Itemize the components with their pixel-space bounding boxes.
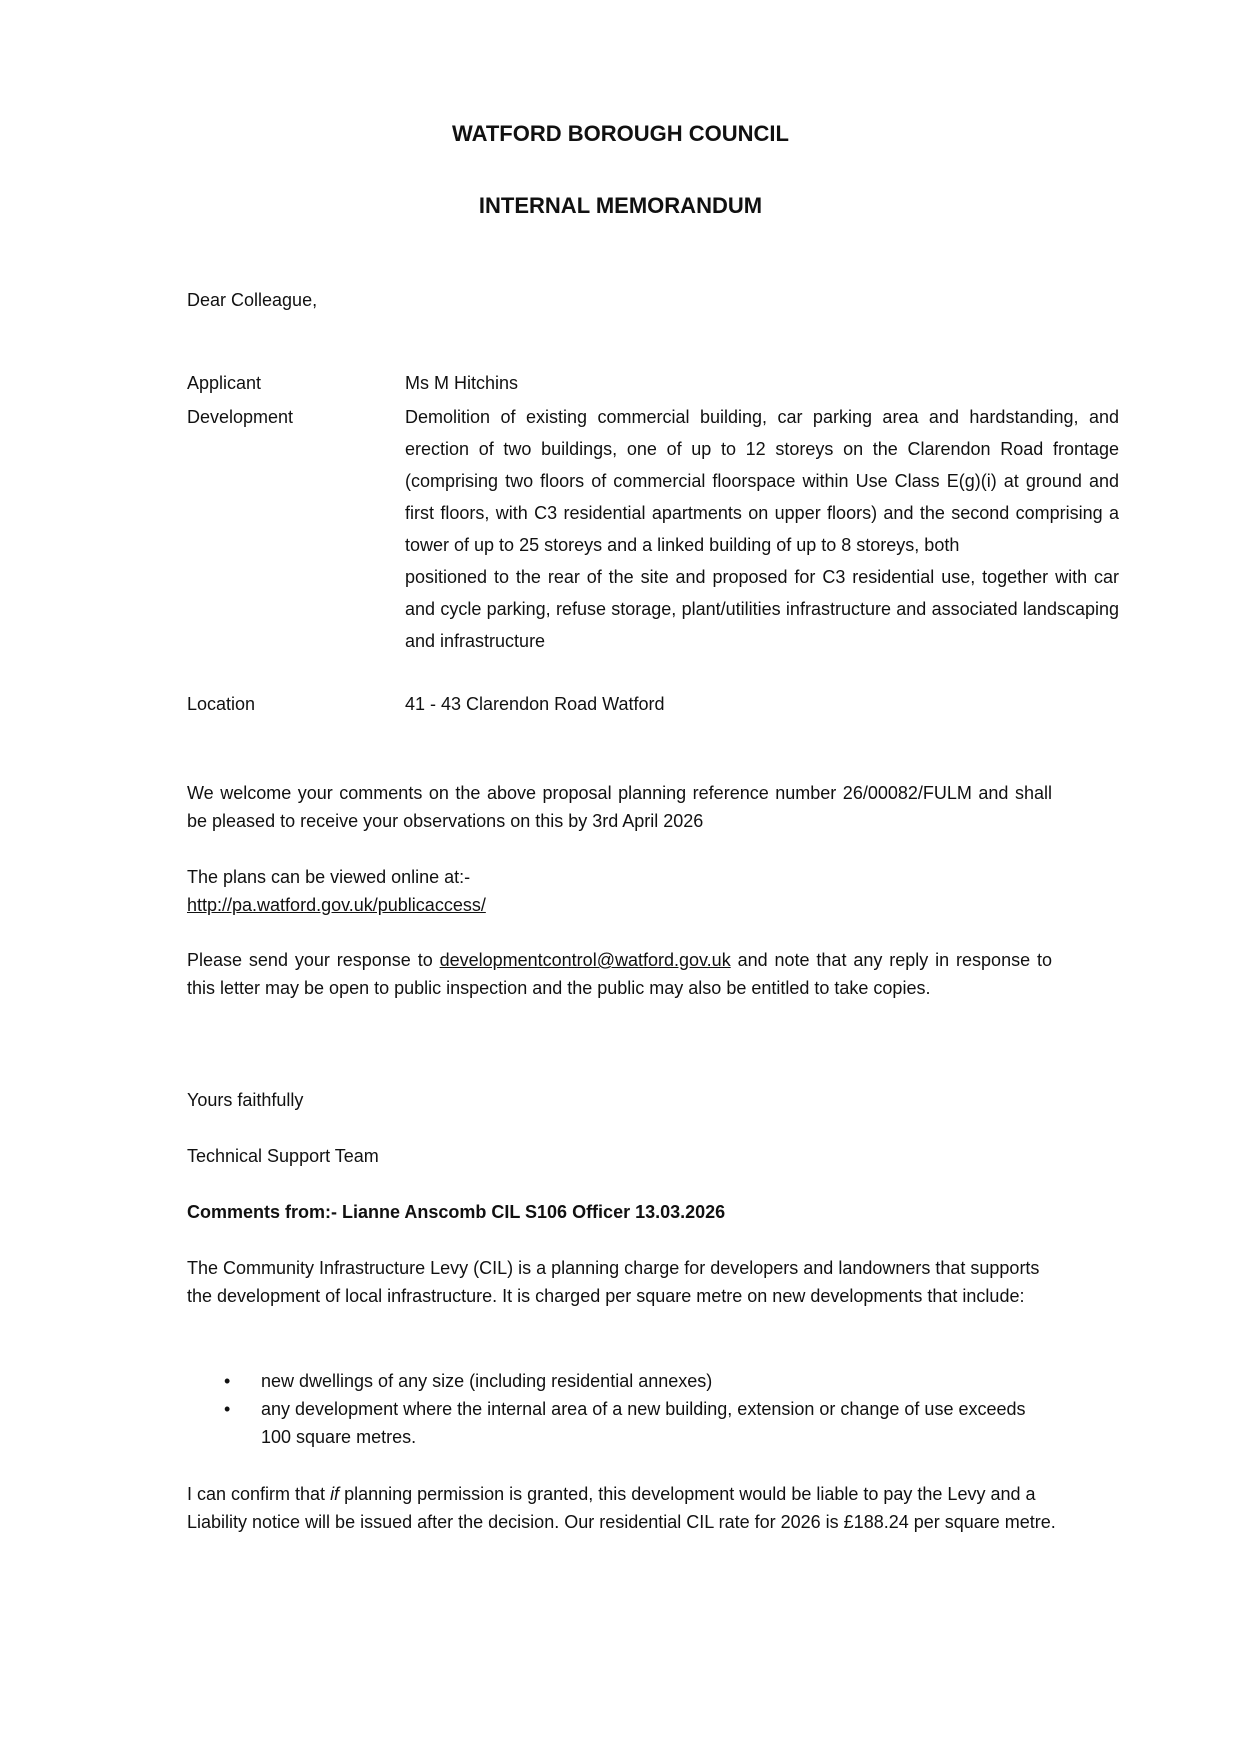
response-text-post: and note that any reply in response to this letter may be open to public inspection and the public may also be entitled to take copies. <box>187 950 1052 998</box>
cil-intro-paragraph: The Community Infrastructure Levy (CIL) is a planning charge for developers and landowners that supports the development of local infrastructure. It is charged per square metre on new developments that include: <box>187 1258 1040 1306</box>
list-item-text: new dwellings of any size (including residential annexes) <box>261 1371 713 1391</box>
salutation: Dear Colleague, <box>187 290 318 310</box>
development-label: Development <box>187 407 294 427</box>
development-text-part1: Demolition of existing commercial building, car parking area and hardstanding, and erection of two buildings, one of up to 12 storeys on the Clarendon Road frontage (comprising two floors of commercial floorspace within Use Class E(g)(i) at ground and first floors, with C3 residential apartments on upper floors) and the second comprising a tower of up to 25 storeys and a linked building of up to 8 storeys, both <box>405 407 1119 555</box>
bullet-icon: • <box>224 1371 231 1391</box>
list-item <box>224 1367 1054 1395</box>
applicant-label: Applicant <box>187 373 262 393</box>
organisation-title: WATFORD BOROUGH COUNCIL <box>452 121 789 146</box>
plans-paragraph <box>187 863 486 919</box>
cil-confirm-paragraph <box>187 1480 1057 1536</box>
plans-text: The plans can be viewed online at:- <box>187 867 471 887</box>
signature: Technical Support Team <box>187 1146 379 1166</box>
applicant-value: Ms M Hitchins <box>405 373 519 393</box>
email-link[interactable]: developmentcontrol@watford.gov.uk <box>439 950 731 970</box>
confirm-text-post: planning permission is granted, this development would be liable to pay the Levy and a Liability notice will be issued after the decision. Our residential CIL rate for 2026 is £188.24 per square metre. <box>187 1484 1056 1532</box>
location-label: Location <box>187 694 256 714</box>
public-access-link[interactable]: http://pa.watford.gov.uk/publicaccess/ <box>187 895 486 915</box>
welcome-paragraph: We welcome your comments on the above proposal planning reference number 26/00082/FULM and shall be pleased to receive your observations on this by 3rd April 2026 <box>187 783 1052 831</box>
development-text-part2: positioned to the rear of the site and proposed for C3 residential use, together with car and cycle parking, refuse storage, plant/utilities infrastructure and associated landscaping and infrastructure <box>405 567 1119 651</box>
confirm-text-pre: I can confirm that <box>187 1484 331 1504</box>
response-text-pre: Please send your response to <box>187 950 440 970</box>
list-item <box>224 1395 1054 1451</box>
closing: Yours faithfully <box>187 1090 304 1110</box>
bullet-icon: • <box>224 1399 231 1419</box>
response-paragraph <box>187 946 1052 1002</box>
development-description <box>405 401 1119 657</box>
cil-bullet-list <box>224 1367 1054 1451</box>
location-value: 41 - 43 Clarendon Road Watford <box>405 694 665 714</box>
confirm-text-italic: if <box>330 1484 340 1504</box>
memo-title: INTERNAL MEMORANDUM <box>478 193 763 218</box>
comments-heading: Comments from:- Lianne Anscomb CIL S106 Officer 13.03.2026 <box>187 1202 726 1222</box>
list-item-text: any development where the internal area of a new building, extension or change of use exceeds 100 square metres. <box>261 1399 1026 1447</box>
